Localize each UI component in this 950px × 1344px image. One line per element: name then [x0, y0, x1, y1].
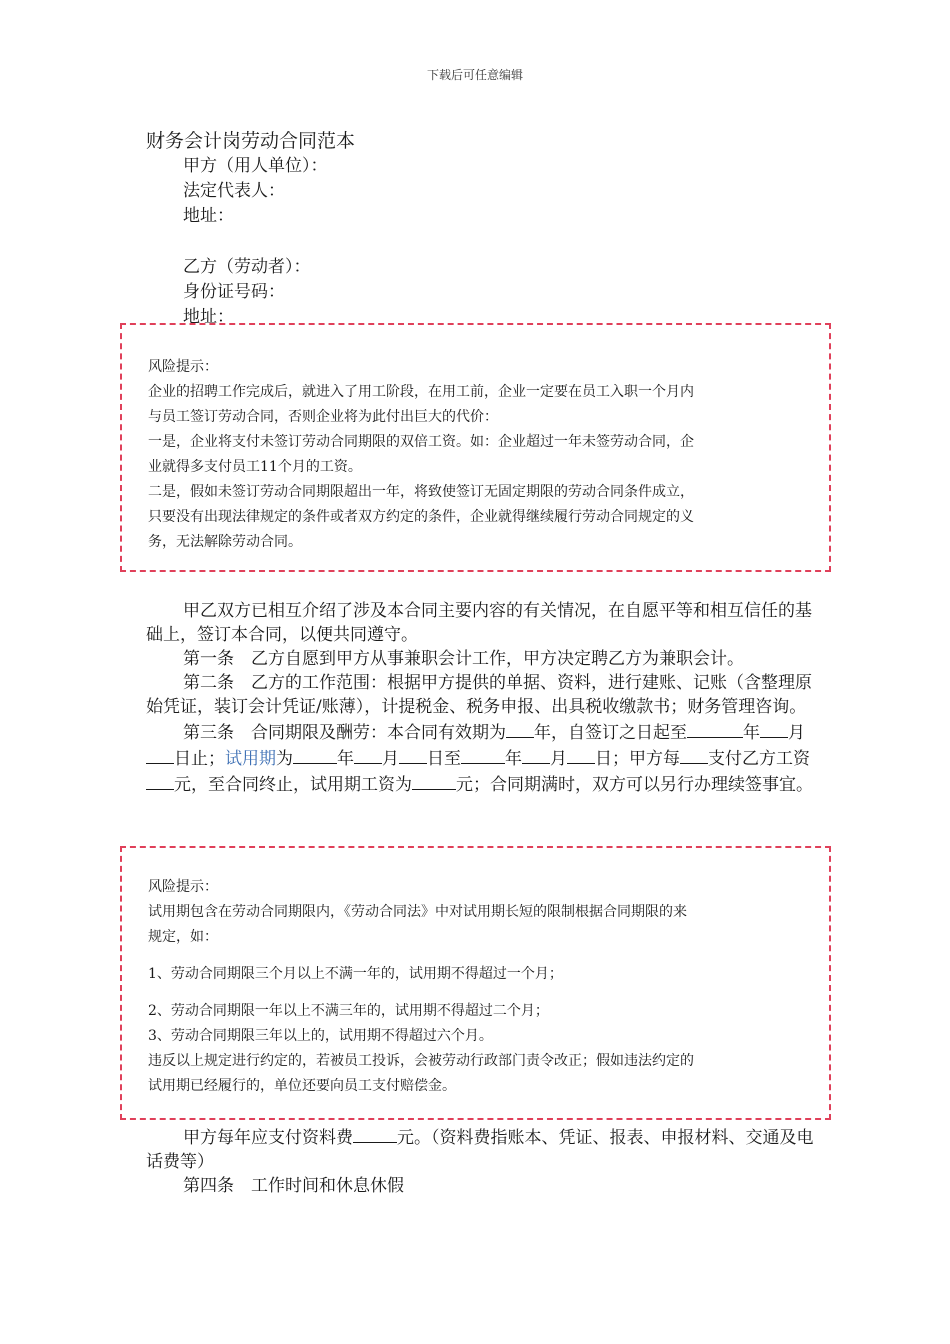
risk-line: 一是，企业将支付未签订劳动合同期限的双倍工资。如：企业超过一年未签劳动合同，企 [148, 434, 694, 450]
risk-line: 与员工签订劳动合同，否则企业将为此付出巨大的代价： [148, 409, 498, 425]
fee-text: 元。（资料费指账本、凭证、报表、申报材料、交通及电话费等） [146, 1128, 814, 1172]
blank-line [146, 745, 174, 764]
article-2: 第二条 乙方的工作范围：根据甲方提供的单据、资料，进行建账、记账（含整理原始凭证，装订会计凭证/账薄），计提税金、税务申报、出具税收缴款书；财务管理咨询。 [146, 673, 812, 717]
party-a-name-label: 甲方（用人单位）： [183, 156, 328, 176]
article-3-text: 日；甲方每 [595, 749, 680, 769]
blank-line [354, 745, 382, 764]
risk-notice-box-1 [120, 323, 831, 572]
blank-line [687, 719, 743, 738]
article-3-text: 年 [337, 749, 354, 769]
article-3-text: 月 [382, 749, 399, 769]
article-3-text: 月 [788, 723, 805, 743]
blank-line [567, 745, 595, 764]
article-3-text: 日至 [427, 749, 461, 769]
material-fee-paragraph [146, 1124, 818, 1174]
intro-paragraph: 甲乙双方已相互介绍了涉及本合同主要内容的有关情况，在自愿平等和相互信任的基础上，签订本合同，以便共同遵守。 [146, 601, 812, 645]
risk-line: 务，无法解除劳动合同。 [148, 534, 302, 550]
article-3-text: 第三条 合同期限及酬劳：本合同有效期为 [183, 723, 506, 743]
party-a-rep-label: 法定代表人： [183, 181, 285, 201]
blank-line [146, 771, 174, 790]
article-3-text: 元，至合同终止，试用期工资为 [174, 775, 412, 795]
trial-period-link[interactable]: 试用期 [225, 749, 276, 769]
article-3-text: 元；合同期满时，双方可以另行办理续签事宜。 [456, 775, 813, 795]
party-b-address-label: 地址： [183, 307, 234, 327]
party-a-address-label: 地址： [183, 206, 234, 226]
blank-line [461, 745, 505, 764]
fee-text: 甲方每年应支付资料费 [183, 1128, 353, 1148]
blank-line [680, 745, 708, 764]
risk-line: 只要没有出现法律规定的条件或者双方约定的条件，企业就得继续履行劳动合同规定的义 [148, 509, 694, 525]
risk-notice-box-2 [120, 846, 831, 1120]
blank-line [760, 719, 788, 738]
article-3-text: 年，自签订之日起至 [534, 723, 687, 743]
risk-heading: 风险提示： [148, 359, 218, 375]
contract-body [146, 599, 818, 797]
blank-line [399, 745, 427, 764]
risk-line: 试用期已经履行的，单位还要向员工支付赔偿金。 [148, 1078, 456, 1094]
article-3-text: 年 [743, 723, 760, 743]
risk-line: 规定，如： [148, 929, 218, 945]
article-1: 第一条 乙方自愿到甲方从事兼职会计工作，甲方决定聘乙方为兼职会计。 [183, 649, 744, 669]
risk-line: 试用期包含在劳动合同期限内，《劳动合同法》中对试用期长短的限制根据合同期限的来 [148, 904, 687, 920]
blank-line [293, 745, 337, 764]
risk-line: 1、劳动合同期限三个月以上不满一年的，试用期不得超过一个月； [148, 966, 563, 982]
article-3 [146, 719, 818, 797]
risk-line: 2、劳动合同期限一年以上不满三年的，试用期不得超过二个月； [148, 1003, 549, 1019]
page-header: 下载后可任意编辑 [426, 68, 523, 82]
article-3-text: 支付乙方工资 [708, 749, 810, 769]
article-3-text: 日止； [174, 749, 225, 769]
article-3-text: 年 [505, 749, 522, 769]
blank-line [506, 719, 534, 738]
blank-line [353, 1124, 397, 1143]
party-b-id-label: 身份证号码： [183, 282, 285, 302]
article-3-text: 月 [550, 749, 567, 769]
risk-line: 业就得多支付员工11个月的工资。 [148, 459, 362, 475]
article-3-text: 为 [276, 749, 293, 769]
risk-line: 3、劳动合同期限三年以上的，试用期不得超过六个月。 [148, 1028, 493, 1044]
blank-line [522, 745, 550, 764]
document-title: 财务会计岗劳动合同范本 [146, 130, 356, 152]
risk-line: 违反以上规定进行约定的，若被员工投诉，会被劳动行政部门责令改正；假如违法约定的 [148, 1053, 694, 1069]
party-b-name-label: 乙方（劳动者）： [183, 257, 311, 277]
risk-line: 企业的招聘工作完成后，就进入了用工阶段，在用工前，企业一定要在员工入职一个月内 [148, 384, 694, 400]
article-4: 第四条 工作时间和休息休假 [183, 1176, 404, 1196]
blank-line [412, 771, 456, 790]
risk-line: 二是，假如未签订劳动合同期限超出一年，将致使签订无固定期限的劳动合同条件成立， [148, 484, 694, 500]
contract-body-continued [146, 1124, 818, 1198]
risk-heading: 风险提示： [148, 879, 218, 895]
